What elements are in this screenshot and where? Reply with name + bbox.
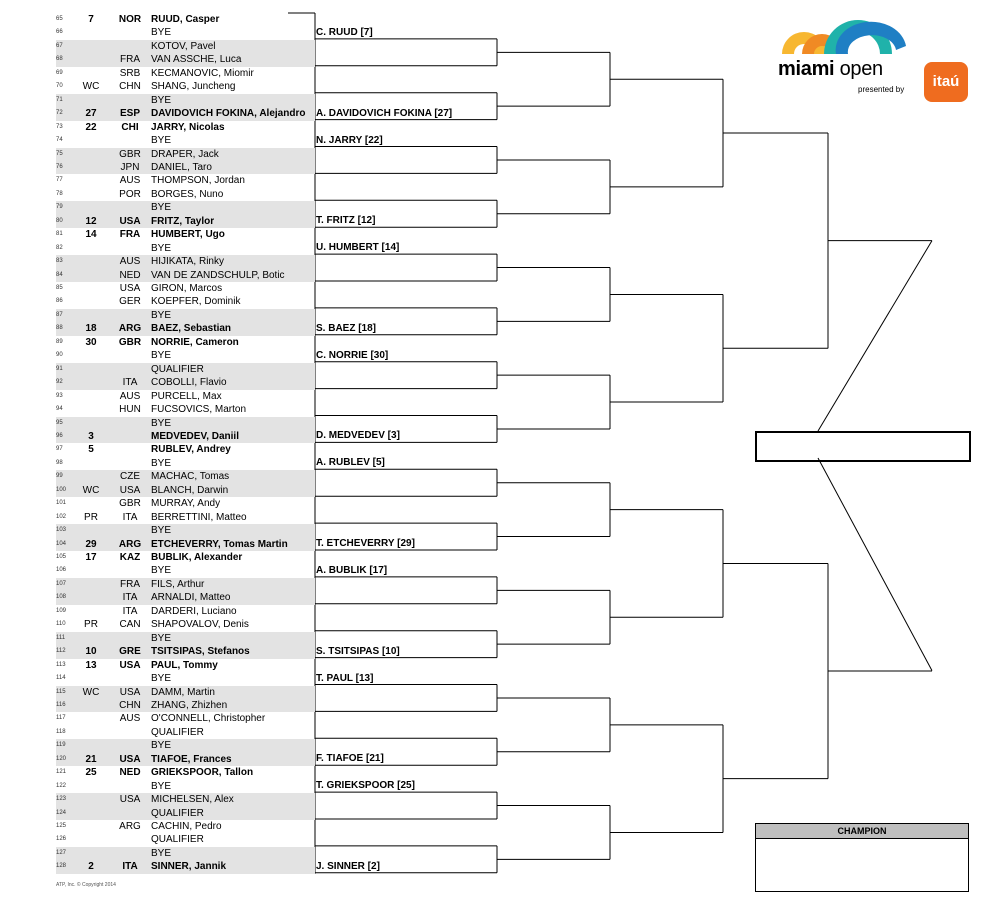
- entry-type: PR: [84, 619, 98, 631]
- player-name: BUBLIK, Alexander: [151, 552, 243, 563]
- draw-entry-row: [56, 255, 315, 268]
- country-code: CZE: [120, 471, 140, 483]
- final-diagonal-top: [818, 241, 932, 431]
- player-name: VAN ASSCHE, Luca: [151, 54, 242, 66]
- draw-entry-row: [56, 618, 315, 631]
- round2-player: T. GRIEKSPOOR [25]: [316, 780, 415, 792]
- round2-player: J. SINNER [2]: [316, 860, 380, 872]
- player-name: QUALIFIER: [151, 363, 204, 375]
- round2-player: T. ETCHEVERRY [29]: [316, 538, 415, 549]
- entry-number: 91: [56, 365, 63, 372]
- country-code: ITA: [122, 592, 138, 604]
- player-name: BYE: [151, 135, 172, 147]
- round2-player: C. NORRIE [30]: [316, 349, 389, 361]
- seed-number: 25: [85, 767, 97, 779]
- country-code: USA: [119, 484, 141, 496]
- country-code: GBR: [119, 148, 141, 160]
- player-name: PAUL, Tommy: [151, 659, 218, 671]
- player-name: BORGES, Nuno: [151, 188, 224, 200]
- player-name: GRIEKSPOOR, Tallon: [151, 767, 254, 779]
- final-diagonal-bottom: [818, 458, 932, 671]
- entry-number: 103: [56, 527, 67, 534]
- player-name: MURRAY, Andy: [151, 498, 221, 510]
- draw-entry-row: [56, 295, 315, 308]
- draw-entry-row: [56, 457, 315, 470]
- country-code: SRB: [119, 67, 141, 79]
- draw-entry-row: [56, 201, 315, 214]
- seed-number: 30: [85, 336, 97, 348]
- player-name: MEDVEDEV, Daniil: [151, 430, 239, 442]
- draw-entry-row: [56, 605, 315, 618]
- player-name: KOEPFER, Dominik: [151, 296, 241, 308]
- entry-number: 73: [56, 123, 63, 130]
- entry-number: 112: [56, 648, 66, 655]
- country-code: KAZ: [119, 552, 141, 563]
- entry-number: 67: [56, 42, 63, 49]
- player-name: GIRON, Marcos: [151, 283, 223, 294]
- draw-entry-row: [56, 780, 315, 793]
- country-code: ITA: [122, 511, 138, 523]
- entry-number: 124: [56, 809, 67, 816]
- draw-entry-row: [56, 712, 315, 725]
- draw-entry-row: [56, 403, 315, 416]
- country-code: USA: [119, 659, 141, 671]
- country-code: AUS: [119, 256, 141, 268]
- entry-number: 79: [56, 204, 63, 211]
- draw-entry-row: [56, 659, 315, 672]
- entry-number: 99: [56, 473, 63, 480]
- entry-number: 111: [56, 634, 66, 641]
- seed-number: 7: [88, 14, 94, 25]
- entry-number: 121: [56, 769, 67, 776]
- seed-number: 10: [85, 646, 97, 658]
- draw-entry-row: [56, 376, 315, 389]
- country-code: POR: [119, 188, 141, 200]
- draw-entry-row: [56, 94, 315, 107]
- round2-player: A. DAVIDOVICH FOKINA [27]: [316, 107, 453, 119]
- entry-number: 100: [56, 486, 67, 493]
- round2-player: S. BAEZ [18]: [316, 322, 377, 334]
- draw-entry-row: [56, 820, 315, 833]
- player-name: FRITZ, Taylor: [151, 215, 215, 227]
- entry-number: 93: [56, 392, 63, 399]
- player-name: KOTOV, Pavel: [151, 40, 216, 52]
- entry-type: WC: [82, 686, 100, 698]
- draw-entry-row: [56, 578, 315, 591]
- draw-entry-row: [56, 538, 315, 551]
- draw-entry-row: [56, 672, 315, 685]
- seed-number: 5: [88, 444, 94, 456]
- country-code: AUS: [119, 175, 141, 187]
- player-name: BYE: [151, 565, 172, 577]
- draw-entry-row: [56, 551, 315, 564]
- round2-player: U. HUMBERT [14]: [316, 242, 400, 254]
- draw-entry-row: [56, 726, 315, 739]
- entry-number: 125: [56, 823, 67, 829]
- draw-entry-row: [56, 188, 315, 201]
- entry-number: 97: [56, 446, 63, 453]
- entry-number: 72: [56, 110, 63, 117]
- player-name: DARDERI, Luciano: [151, 605, 237, 617]
- draw-entry-row: [56, 497, 315, 510]
- country-code: ITA: [122, 377, 138, 389]
- player-name: ETCHEVERRY, Tomas Martin: [151, 538, 288, 550]
- player-name: BYE: [151, 417, 172, 429]
- player-name: DRAPER, Jack: [151, 148, 219, 160]
- round2-player: N. JARRY [22]: [316, 134, 383, 146]
- country-code: ESP: [119, 108, 140, 120]
- player-name: RUUD, Casper: [151, 14, 220, 25]
- entry-number: 69: [56, 69, 63, 76]
- country-code: NOR: [118, 14, 142, 25]
- draw-entry-row: [56, 349, 315, 362]
- draw-entry-row: [56, 766, 315, 779]
- entry-number: 81: [56, 231, 63, 238]
- player-name: BYE: [151, 27, 172, 39]
- entry-number: 95: [56, 419, 63, 426]
- entry-number: 86: [56, 298, 63, 305]
- country-code: USA: [119, 794, 141, 806]
- draw-entry-row: [56, 524, 315, 537]
- entry-number: 71: [56, 96, 63, 103]
- entry-number: 105: [56, 554, 67, 560]
- entry-number: 106: [56, 567, 67, 574]
- player-name: QUALIFIER: [151, 726, 204, 738]
- round2-player: D. MEDVEDEV [3]: [316, 430, 400, 442]
- entry-number: 110: [56, 621, 66, 628]
- player-name: BYE: [151, 309, 172, 321]
- draw-entry-row: [56, 215, 315, 228]
- draw-entry-row: [56, 309, 315, 322]
- draw-entry-row: [56, 390, 315, 403]
- country-code: GBR: [119, 498, 141, 510]
- player-name: BYE: [151, 94, 172, 106]
- entry-number: 113: [56, 661, 66, 668]
- player-name: QUALIFIER: [151, 807, 204, 819]
- seed-number: 14: [85, 229, 97, 241]
- draw-entry-row: [56, 336, 315, 349]
- player-name: DANIEL, Taro: [151, 161, 212, 173]
- entry-number: 114: [56, 675, 66, 682]
- entry-number: 75: [56, 150, 63, 157]
- entry-number: 102: [56, 513, 67, 520]
- player-name: MACHAC, Tomas: [151, 471, 230, 483]
- draw-entry-row: [56, 591, 315, 604]
- entry-number: 115: [56, 688, 66, 695]
- player-name: MICHELSEN, Alex: [151, 794, 234, 806]
- player-name: BYE: [151, 457, 172, 469]
- player-name: ARNALDI, Matteo: [151, 592, 231, 604]
- player-name: BYE: [151, 847, 172, 859]
- draw-entry-row: [56, 511, 315, 524]
- country-code: ARG: [118, 323, 142, 335]
- entry-number: 116: [56, 701, 66, 708]
- entry-number: 98: [56, 459, 63, 466]
- draw-entry-row: [56, 417, 315, 430]
- player-name: BYE: [151, 632, 172, 644]
- draw-entry-row: [56, 107, 315, 120]
- draw-entry-row: [56, 470, 315, 483]
- seed-number: 3: [88, 430, 94, 442]
- entry-number: 117: [56, 715, 66, 722]
- country-code: GER: [119, 296, 141, 308]
- draw-entry-row: [56, 699, 315, 712]
- country-code: FRA: [120, 54, 140, 66]
- draw-entry-row: [56, 443, 315, 456]
- round2-player: A. RUBLEV [5]: [316, 457, 385, 469]
- country-code: CHN: [119, 81, 141, 93]
- player-name: JARRY, Nicolas: [151, 121, 225, 133]
- player-name: RUBLEV, Andrey: [151, 444, 231, 456]
- player-name: TIAFOE, Frances: [151, 753, 232, 765]
- country-code: FRA: [119, 229, 141, 241]
- draw-entry-row: [56, 13, 315, 26]
- entry-number: 80: [56, 217, 63, 224]
- entry-number: 70: [56, 83, 63, 90]
- entry-number: 127: [56, 849, 67, 856]
- player-name: BAEZ, Sebastian: [151, 323, 232, 335]
- entry-number: 128: [56, 863, 67, 870]
- player-name: NORRIE, Cameron: [151, 336, 239, 348]
- player-name: QUALIFIER: [151, 834, 204, 846]
- player-name: CACHIN, Pedro: [151, 821, 222, 832]
- draw-entry-row: [56, 632, 315, 645]
- country-code: FRA: [120, 578, 140, 590]
- draw-entry-row: [56, 686, 315, 699]
- round2-player: F. TIAFOE [21]: [316, 753, 384, 765]
- logo-wordmark: miami open: [778, 58, 883, 80]
- entry-type: WC: [82, 484, 100, 496]
- country-code: AUS: [119, 390, 141, 402]
- player-name: HIJIKATA, Rinky: [151, 256, 224, 268]
- entry-number: 122: [56, 782, 67, 789]
- draw-entry-row: [56, 739, 315, 752]
- seed-number: 17: [85, 552, 97, 563]
- country-code: ARG: [118, 538, 142, 550]
- country-code: GRE: [119, 646, 141, 658]
- country-code: JPN: [120, 161, 140, 173]
- seed-number: 18: [85, 323, 97, 335]
- draw-entry-row: [56, 860, 315, 873]
- draw-entry-row: [56, 67, 315, 80]
- seed-number: 22: [85, 121, 97, 133]
- draw-entry-row: [56, 121, 315, 134]
- round2-player: A. BUBLIK [17]: [316, 564, 388, 576]
- entry-number: 83: [56, 258, 63, 265]
- player-name: VAN DE ZANDSCHULP, Botic: [151, 269, 285, 281]
- country-code: NED: [119, 767, 141, 779]
- champion-box: [755, 838, 969, 892]
- round2-player: T. FRITZ [12]: [316, 215, 376, 227]
- country-code: CHI: [121, 121, 139, 133]
- player-name: BYE: [151, 740, 172, 752]
- country-code: ARG: [119, 821, 141, 832]
- player-name: BLANCH, Darwin: [151, 484, 229, 496]
- country-code: HUN: [119, 404, 141, 416]
- country-code: USA: [119, 753, 141, 765]
- round2-player: C. RUUD [7]: [316, 26, 373, 38]
- entry-type: WC: [82, 81, 100, 93]
- country-code: USA: [119, 215, 141, 227]
- copyright-text: ATP, Inc. © Copyright 2014: [56, 882, 116, 888]
- player-name: BERRETTINI, Matteo: [151, 511, 247, 523]
- player-name: BYE: [151, 242, 172, 254]
- entry-number: 88: [56, 325, 63, 332]
- seed-number: 21: [85, 753, 97, 765]
- player-name: KECMANOVIC, Miomir: [151, 67, 254, 79]
- draw-entry-row: [56, 269, 315, 282]
- entry-number: 90: [56, 352, 63, 359]
- entry-number: 118: [56, 728, 66, 735]
- player-name: ZHANG, Zhizhen: [151, 699, 228, 711]
- player-name: BYE: [151, 673, 172, 685]
- presented-by-text: presented by: [858, 85, 905, 94]
- round2-player: T. PAUL [13]: [316, 672, 374, 684]
- entry-number: 68: [56, 56, 63, 63]
- seed-number: 27: [85, 108, 97, 120]
- country-code: USA: [119, 686, 141, 698]
- player-name: DAVIDOVICH FOKINA, Alejandro: [151, 108, 306, 120]
- player-name: SINNER, Jannik: [151, 861, 227, 873]
- entry-number: 92: [56, 379, 63, 386]
- player-name: PURCELL, Max: [151, 390, 222, 402]
- player-name: O'CONNELL, Christopher: [151, 713, 266, 725]
- seed-number: 2: [88, 861, 94, 873]
- draw-entry-row: [56, 322, 315, 335]
- country-code: AUS: [119, 713, 141, 725]
- entry-number: 84: [56, 271, 63, 278]
- entry-number: 107: [56, 580, 67, 587]
- player-name: DAMM, Martin: [151, 686, 215, 698]
- player-name: BYE: [151, 202, 172, 214]
- player-name: TSITSIPAS, Stefanos: [151, 646, 250, 658]
- round2-player: S. TSITSIPAS [10]: [316, 645, 400, 657]
- sponsor-logo: itaú: [924, 62, 968, 102]
- draw-entry-row: [56, 430, 315, 443]
- entry-number: 104: [56, 540, 67, 547]
- country-code: CHN: [119, 699, 141, 711]
- entry-number: 76: [56, 163, 63, 170]
- player-name: HUMBERT, Ugo: [151, 229, 225, 241]
- draw-entry-row: [56, 847, 315, 860]
- entry-number: 108: [56, 594, 67, 601]
- player-name: SHANG, Juncheng: [151, 81, 236, 93]
- player-name: SHAPOVALOV, Denis: [151, 619, 249, 631]
- entry-type: PR: [84, 511, 98, 523]
- country-code: CAN: [119, 619, 141, 631]
- draw-entry-row: [56, 484, 315, 497]
- draw-entry-row: [56, 793, 315, 806]
- final-winner-box: [755, 431, 971, 462]
- seed-number: 12: [85, 215, 97, 227]
- entry-number: 85: [56, 285, 63, 291]
- draw-entry-row: [56, 40, 315, 53]
- draw-entry-row: [56, 80, 315, 93]
- draw-entry-row: [56, 148, 315, 161]
- draw-entry-row: [56, 134, 315, 147]
- draw-entry-row: [56, 242, 315, 255]
- seed-number: 29: [85, 538, 97, 550]
- entry-number: 74: [56, 137, 63, 144]
- player-name: FUCSOVICS, Marton: [151, 404, 247, 416]
- entry-number: 77: [56, 177, 63, 184]
- entry-number: 89: [56, 338, 63, 345]
- entry-number: 82: [56, 244, 63, 251]
- entry-number: 96: [56, 432, 63, 439]
- draw-entry-row: [56, 161, 315, 174]
- draw-entry-row: [56, 564, 315, 577]
- country-code: ITA: [122, 861, 138, 873]
- champion-label: CHAMPION: [755, 823, 969, 839]
- draw-entry-row: [56, 174, 315, 187]
- entry-number: 87: [56, 311, 63, 318]
- player-name: COBOLLI, Flavio: [151, 377, 227, 389]
- seed-number: 13: [85, 659, 97, 671]
- entry-number: 126: [56, 836, 67, 843]
- draw-entry-row: [56, 228, 315, 241]
- entry-number: 66: [56, 29, 63, 36]
- country-code: USA: [119, 283, 141, 294]
- entry-number: 94: [56, 406, 63, 413]
- country-code: GBR: [118, 336, 142, 348]
- entry-number: 119: [56, 742, 66, 749]
- player-name: BYE: [151, 350, 172, 362]
- entry-number: 78: [56, 190, 63, 197]
- entry-number: 123: [56, 796, 67, 803]
- draw-entry-row: [56, 645, 315, 658]
- player-name: BYE: [151, 780, 172, 792]
- draw-entry-row: [56, 753, 315, 766]
- player-name: THOMPSON, Jordan: [151, 175, 245, 187]
- draw-entry-row: [56, 26, 315, 39]
- entry-number: 109: [56, 607, 67, 614]
- entry-number: 65: [56, 16, 63, 22]
- draw-entry-row: [56, 807, 315, 820]
- country-code: ITA: [122, 605, 138, 617]
- entry-number: 120: [56, 755, 67, 762]
- entry-number: 101: [56, 500, 67, 507]
- country-code: NED: [119, 269, 141, 281]
- draw-entry-row: [56, 282, 315, 295]
- player-name: BYE: [151, 525, 172, 537]
- draw-entry-row: [56, 833, 315, 846]
- draw-entry-row: [56, 363, 315, 376]
- draw-entry-row: [56, 53, 315, 66]
- player-name: FILS, Arthur: [151, 578, 205, 590]
- miami-open-logo-icon: [780, 2, 910, 58]
